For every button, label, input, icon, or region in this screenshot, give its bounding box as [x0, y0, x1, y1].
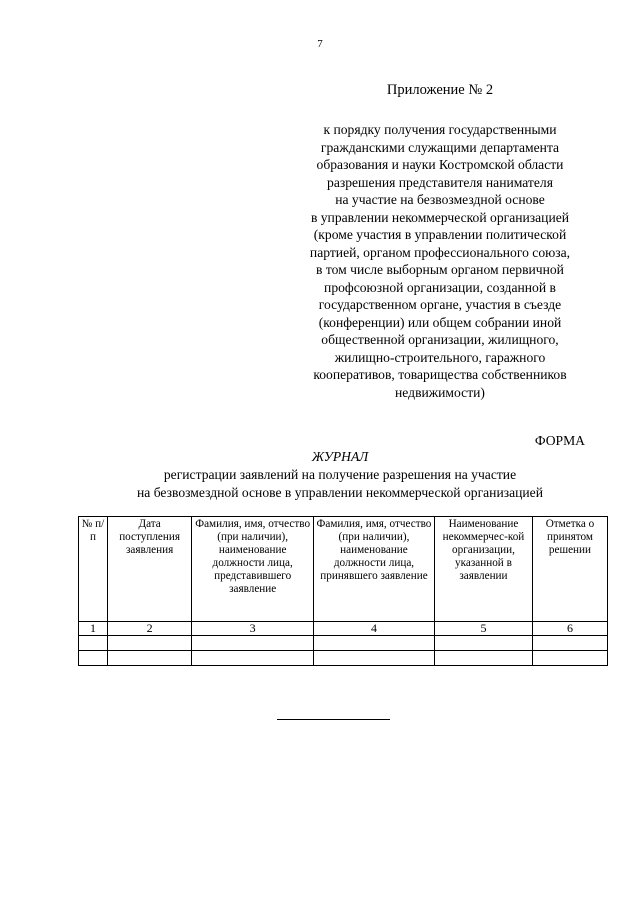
journal-subtitle-line: регистрации заявлений на получение разрешения на участие: [163, 467, 517, 482]
column-number-row: [79, 622, 608, 636]
table-row: [79, 636, 608, 651]
empty-cell: [107, 636, 191, 651]
appendix-line: гражданскими служащими департамента: [320, 139, 560, 155]
appendix-line: профсоюзной организации, созданной в: [324, 279, 556, 295]
appendix-body: [280, 121, 600, 401]
appendix-line: в том числе выборным органом первичной: [316, 262, 564, 277]
appendix-line: к порядку получения государственными: [323, 122, 557, 137]
header-cell-date: Дата поступления заявления: [107, 517, 191, 622]
header-cell-decision: Отметка о принятом решении: [532, 517, 607, 622]
empty-cell: [314, 651, 435, 666]
column-number-cell: 1: [79, 622, 108, 636]
appendix-line: в управлении некоммерческой организацией: [310, 209, 570, 225]
table-header-row: [79, 517, 608, 622]
empty-cell: [79, 636, 108, 651]
journal-title: ЖУРНАЛ: [311, 449, 369, 464]
footer-rule: [277, 719, 390, 720]
appendix-line: кооперативов, товарищества собственников: [313, 367, 567, 382]
appendix-line: на участие на безвозмездной основе: [335, 192, 545, 207]
form-label: ФОРМА: [534, 433, 585, 448]
appendix-line: общественной организации, жилищного,: [321, 332, 559, 347]
empty-cell: [434, 636, 532, 651]
column-number-cell: 3: [192, 622, 314, 636]
empty-cell: [434, 651, 532, 666]
table-row: [79, 651, 608, 666]
appendix-title: Приложение № 2: [386, 82, 494, 98]
journal-subtitle: [0, 466, 640, 501]
column-number-cell: 4: [314, 622, 435, 636]
empty-cell: [79, 651, 108, 666]
column-number-cell: 5: [434, 622, 532, 636]
journal-subtitle-line: на безвозмездной основе в управлении некоммерческой организацией: [136, 484, 543, 500]
appendix-line: государственном органе, участия в съезде: [318, 297, 562, 312]
empty-cell: [107, 651, 191, 666]
empty-cell: [532, 636, 607, 651]
empty-cell: [192, 636, 314, 651]
page-number: 7: [317, 38, 323, 50]
appendix-line: образования и науки Костромской области: [316, 157, 564, 172]
header-cell-receiver: Фамилия, имя, отчество (при наличии), наименование должности лица, принявшего заявление: [314, 517, 435, 622]
empty-cell: [192, 651, 314, 666]
column-number-cell: 6: [532, 622, 607, 636]
appendix-line: разрешения представителя нанимателя: [327, 174, 553, 190]
empty-cell: [532, 651, 607, 666]
header-cell-organization: Наименование некоммерчес-кой организации, указанной в заявлении: [434, 517, 532, 622]
appendix-line: (конференции) или общем собрании иной: [318, 314, 562, 330]
registration-journal-table: [78, 516, 608, 666]
appendix-line: жилищно-строительного, гаражного: [334, 349, 546, 365]
header-cell-number: № п/п: [79, 517, 108, 622]
header-cell-submitter: Фамилия, имя, отчество (при наличии), наименование должности лица, представившего заявление: [192, 517, 314, 622]
appendix-line: партией, органом профессионального союза,: [309, 244, 571, 260]
appendix-line: недвижимости): [395, 384, 485, 400]
empty-cell: [314, 636, 435, 651]
column-number-cell: 2: [107, 622, 191, 636]
appendix-line: (кроме участия в управлении политической: [313, 227, 567, 242]
